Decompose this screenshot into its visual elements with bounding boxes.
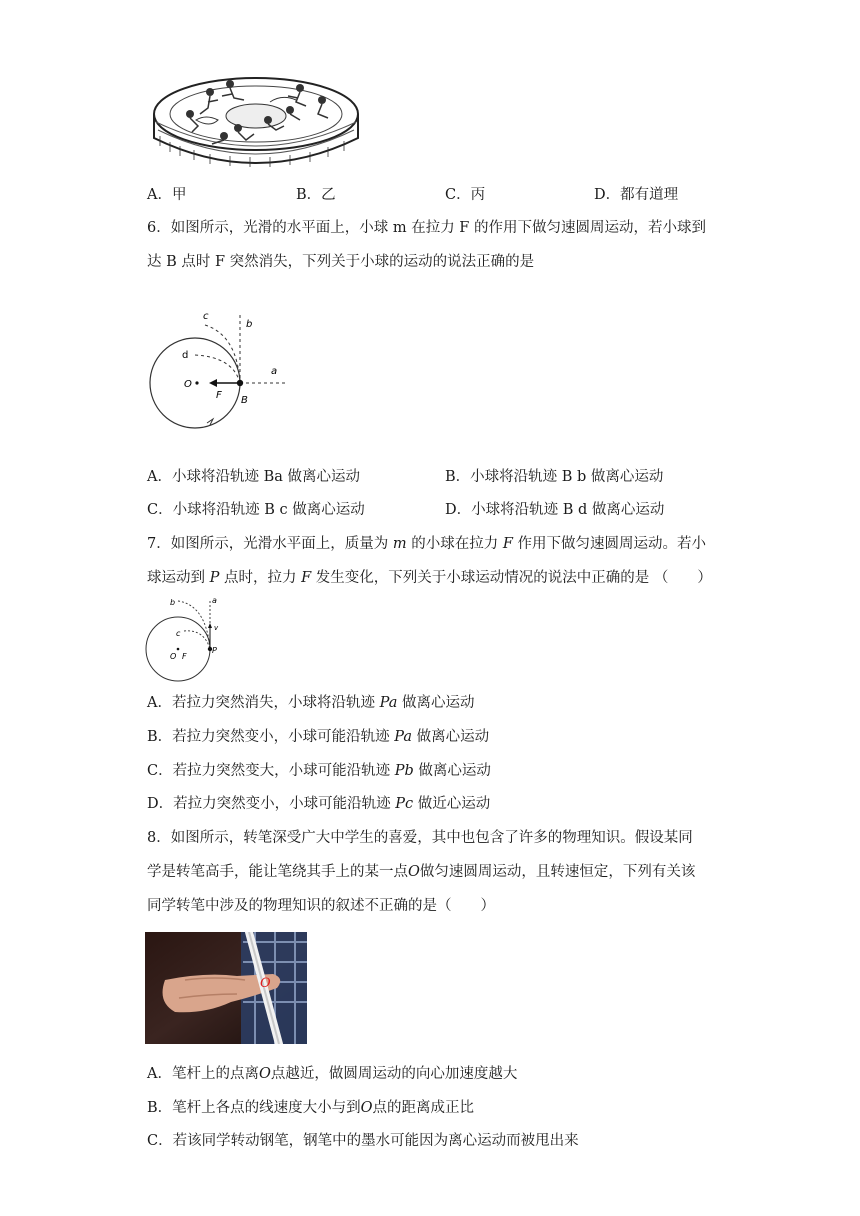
q7-option-d[interactable] — [147, 794, 490, 814]
option-letter: D． — [445, 502, 472, 518]
option-letter: B． — [147, 1100, 173, 1116]
photo-label-O: O — [260, 976, 271, 991]
spinning-disc-people-illustration — [150, 70, 362, 174]
option-text: 小球将沿轨迹 B b 做离心运动 — [470, 469, 664, 485]
q6-stem-line-2: 达 B 点时 F 突然消失，下列关于小球的运动的说法正确的是 — [147, 254, 535, 270]
pen-spinning-photo — [145, 932, 307, 1044]
q5-option-c[interactable] — [445, 185, 485, 205]
option-text: 小球将沿轨迹 Ba 做离心运动 — [171, 469, 361, 485]
center-point — [177, 648, 180, 651]
var-m: m — [392, 536, 407, 552]
option-letter: D． — [594, 187, 621, 203]
path-label: Pc — [395, 796, 414, 812]
q7-option-a[interactable] — [147, 693, 474, 713]
option-text: 做离心运动 — [413, 763, 491, 779]
q6-option-a[interactable] — [147, 467, 360, 487]
option-text: 都有道理 — [620, 187, 679, 203]
var-O: O — [258, 1066, 271, 1082]
option-text: 小球将沿轨迹 B c 做离心运动 — [172, 502, 365, 518]
label-c: c — [203, 311, 209, 322]
option-text: 若拉力突然变小，小球可能沿轨迹 — [173, 796, 396, 812]
option-letter: A． — [147, 187, 172, 203]
q7-stem-line-1 — [147, 534, 706, 554]
label-d: d — [182, 350, 189, 361]
center-point — [195, 381, 198, 384]
option-text: 笔杆上的点离 — [171, 1066, 259, 1082]
label-a: a — [271, 366, 278, 377]
option-text: 笔杆上各点的线速度大小与到 — [172, 1100, 361, 1116]
q8-option-a[interactable] — [147, 1064, 517, 1084]
label-F: F — [216, 390, 222, 401]
option-letter: A． — [147, 469, 172, 485]
label-F: F — [182, 652, 187, 661]
q7-stem-line-2 — [147, 568, 712, 588]
option-text: 若拉力突然变小，小球可能沿轨迹 — [172, 729, 395, 745]
label-B: B — [241, 395, 248, 406]
text-segment: 学是转笔高手，能让笔绕其手上的某一点 — [147, 864, 408, 880]
label-b: b — [170, 598, 176, 607]
q8-option-c[interactable] — [147, 1131, 579, 1151]
option-letter: C． — [147, 502, 173, 518]
text-segment: 7．如图所示，光滑水平面上，质量为 — [147, 536, 393, 552]
label-a: a — [212, 596, 217, 605]
option-text: 若该同学转动钢笔，钢笔中的墨水可能因为离心运动而被甩出来 — [172, 1133, 579, 1149]
q8-option-b[interactable] — [147, 1098, 474, 1118]
text-segment: 的小球在拉力 — [406, 536, 503, 552]
trajectory-c — [205, 325, 240, 383]
path-label: Pb — [394, 763, 414, 779]
option-letter: C． — [445, 187, 471, 203]
q6-option-b[interactable] — [445, 467, 663, 487]
q6-option-d[interactable] — [445, 500, 664, 520]
label-v: v — [214, 624, 219, 632]
trajectory-b — [178, 601, 210, 649]
q5-option-b[interactable] — [296, 185, 336, 205]
q7-option-b[interactable] — [147, 727, 489, 747]
option-text: 做离心运动 — [412, 729, 490, 745]
option-letter: B． — [296, 187, 322, 203]
path-label: Pa — [379, 695, 398, 711]
q6-stem-line-1: 6．如图所示，光滑的水平面上，小球 m 在拉力 F 的作用下做匀速圆周运动，若小球到 — [147, 220, 706, 236]
option-text: 小球将沿轨迹 B d 做离心运动 — [471, 502, 665, 518]
q6-option-c[interactable] — [147, 500, 365, 520]
var-F: F — [502, 536, 513, 552]
var-P: P — [209, 570, 220, 586]
option-text: 若拉力突然变大，小球可能沿轨迹 — [172, 763, 395, 779]
ball-m — [237, 380, 243, 386]
q5-option-d[interactable] — [594, 185, 678, 205]
option-letter: A． — [147, 1066, 172, 1082]
spinning-disc-figure — [150, 70, 362, 174]
path-label: Pa — [394, 729, 413, 745]
option-text: 点越近，做圆周运动的向心加速度越大 — [270, 1066, 518, 1082]
force-arrowhead — [209, 379, 217, 387]
option-text: 做近心运动 — [413, 796, 491, 812]
option-text: 甲 — [171, 187, 187, 203]
option-text: 丙 — [470, 187, 486, 203]
option-letter: B． — [445, 469, 471, 485]
q7-option-c[interactable] — [147, 761, 491, 781]
q6-circular-motion-figure — [145, 305, 290, 437]
var-O: O — [408, 864, 420, 880]
option-letter: A． — [147, 695, 172, 711]
q8-stem-line-1: 8．如图所示，转笔深受广大中学生的喜爱，其中也包含了许多的物理知识。假设某同 — [147, 830, 693, 846]
velocity-arrowhead — [208, 623, 212, 628]
text-segment: 发生变化，下列关于小球运动情况的说法中正确的是 （ ） — [311, 570, 712, 586]
option-letter: B． — [147, 729, 173, 745]
text-segment: 点时，拉力 — [219, 570, 302, 586]
q7-circular-motion-figure — [140, 595, 230, 685]
text-segment: 球运动到 — [147, 570, 210, 586]
q5-option-a[interactable] — [147, 185, 186, 205]
text-segment: 做匀速圆周运动，且转速恒定，下列有关该 — [419, 864, 696, 880]
var-O: O — [360, 1100, 373, 1116]
option-letter: D． — [147, 796, 174, 812]
label-b: b — [246, 319, 253, 330]
text-segment: 作用下做匀速圆周运动。若小 — [512, 536, 706, 552]
label-P: P — [212, 646, 217, 655]
q8-stem-line-2 — [147, 862, 695, 882]
label-O: O — [184, 379, 192, 390]
option-letter: C． — [147, 763, 173, 779]
option-text: 乙 — [321, 187, 336, 203]
option-text: 若拉力突然消失，小球将沿轨迹 — [171, 695, 380, 711]
option-letter: C． — [147, 1133, 173, 1149]
label-c: c — [176, 629, 181, 638]
option-text: 点的距离成正比 — [372, 1100, 475, 1116]
var-F: F — [301, 570, 312, 586]
label-O: O — [170, 652, 177, 661]
q8-stem-line-3: 同学转笔中涉及的物理知识的叙述不正确的是（ ） — [147, 898, 495, 914]
option-text: 做离心运动 — [397, 695, 475, 711]
